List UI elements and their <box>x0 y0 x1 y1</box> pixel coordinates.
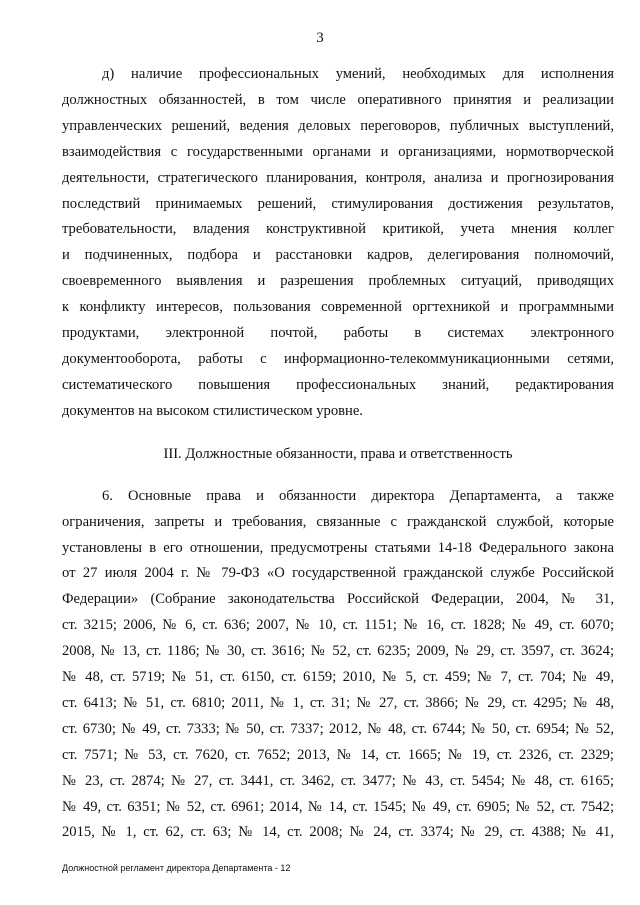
text-line: к конфликту интересов, пользования современной оргтехникой и программными <box>62 299 614 316</box>
text-line: ст. 6730; № 49, ст. 7333; № 50, ст. 7337; 2012, № 48, ст. 6744; № 50, ст. 6954; № 52, <box>62 720 614 737</box>
text-line: ст. 3215; 2006, № 6, ст. 636; 2007, № 10, ст. 1151; № 16, ст. 1828; № 49, ст. 6070; <box>62 617 614 634</box>
text-line: взаимодействия с государственными органами и организациями, нормотворческой <box>62 143 614 160</box>
text-line: № 49, ст. 6351; № 52, ст. 6961; 2014, № 14, ст. 1545; № 49, ст. 6905; № 52, ст. 7542; <box>62 798 614 815</box>
document-body <box>62 62 614 846</box>
text-line: должностных обязанностей, в том числе оперативного принятия и реализации <box>62 91 614 108</box>
text-line: 2008, № 13, ст. 1186; № 30, ст. 3616; № 52, ст. 6235; 2009, № 29, ст. 3597, ст. 3624; <box>62 643 614 660</box>
text-line: требовательности, владения конструктивной критикой, учета мнения коллег <box>62 221 614 238</box>
text-line: деятельности, стратегического планирования, контроля, анализа и прогнозирования <box>62 169 614 186</box>
text-line: Федерации» (Собрание законодательства Российской Федерации, 2004, № 31, <box>62 591 614 608</box>
page-footer: Должностной регламент директора Департамента - 12 <box>62 863 291 873</box>
page-number: 3 <box>316 30 324 46</box>
paragraph-6 <box>62 484 614 847</box>
text-line: ст. 7571; № 53, ст. 7620, ст. 7652; 2013, № 14, ст. 1665; № 19, ст. 2326, ст. 2329; <box>62 746 614 763</box>
text-line: 6. Основные права и обязанности директора Департамента, а также <box>102 487 614 504</box>
text-line: от 27 июля 2004 г. № 79-ФЗ «О государственной гражданской службе Российской <box>62 565 614 582</box>
text-line: ограничения, запреты и требования, связанные с гражданской службой, которые <box>62 513 614 530</box>
text-line: установлены в его отношении, предусмотрены статьями 14-18 Федерального закона <box>62 539 614 556</box>
text-line: д) наличие профессиональных умений, необходимых для исполнения <box>102 66 614 82</box>
text-line: последствий принимаемых решений, стимулирования достижения результатов, <box>62 195 614 212</box>
section-heading: III. Должностные обязанности, права и ответственность <box>163 445 513 462</box>
text-line: и подчиненных, подбора и расстановки кадров, делегирования полномочий, <box>62 247 614 264</box>
text-line: № 48, ст. 5719; № 51, ст. 6150, ст. 6159; 2010, № 5, ст. 459; № 7, ст. 704; № 49, <box>62 669 614 686</box>
text-line: № 23, ст. 2874; № 27, ст. 3441, ст. 3462, ст. 3477; № 43, ст. 5454; № 48, ст. 6165; <box>62 772 614 789</box>
text-line: документов на высоком стилистическом уровне. <box>62 402 363 419</box>
text-line: ст. 6413; № 51, ст. 6810; 2011, № 1, ст. 31; № 27, ст. 3866; № 29, ст. 4295; № 48, <box>62 694 614 711</box>
text-line: продуктами, электронной почтой, работы в системах электронного <box>62 325 614 342</box>
text-line: документооборота, работы с информационно-телекоммуникационными сетями, <box>62 350 614 367</box>
text-line: своевременного выявления и разрешения проблемных ситуаций, приводящих <box>62 273 614 290</box>
text-line: 2015, № 1, ст. 62, ст. 63; № 14, ст. 2008; № 24, ст. 3374; № 29, ст. 4388; № 41, <box>62 824 614 841</box>
paragraph-d <box>62 62 614 425</box>
text-line: управленческих решений, ведения деловых переговоров, публичных выступлений, <box>62 117 614 134</box>
text-line: систематического повышения профессиональных знаний, редактирования <box>62 376 614 393</box>
